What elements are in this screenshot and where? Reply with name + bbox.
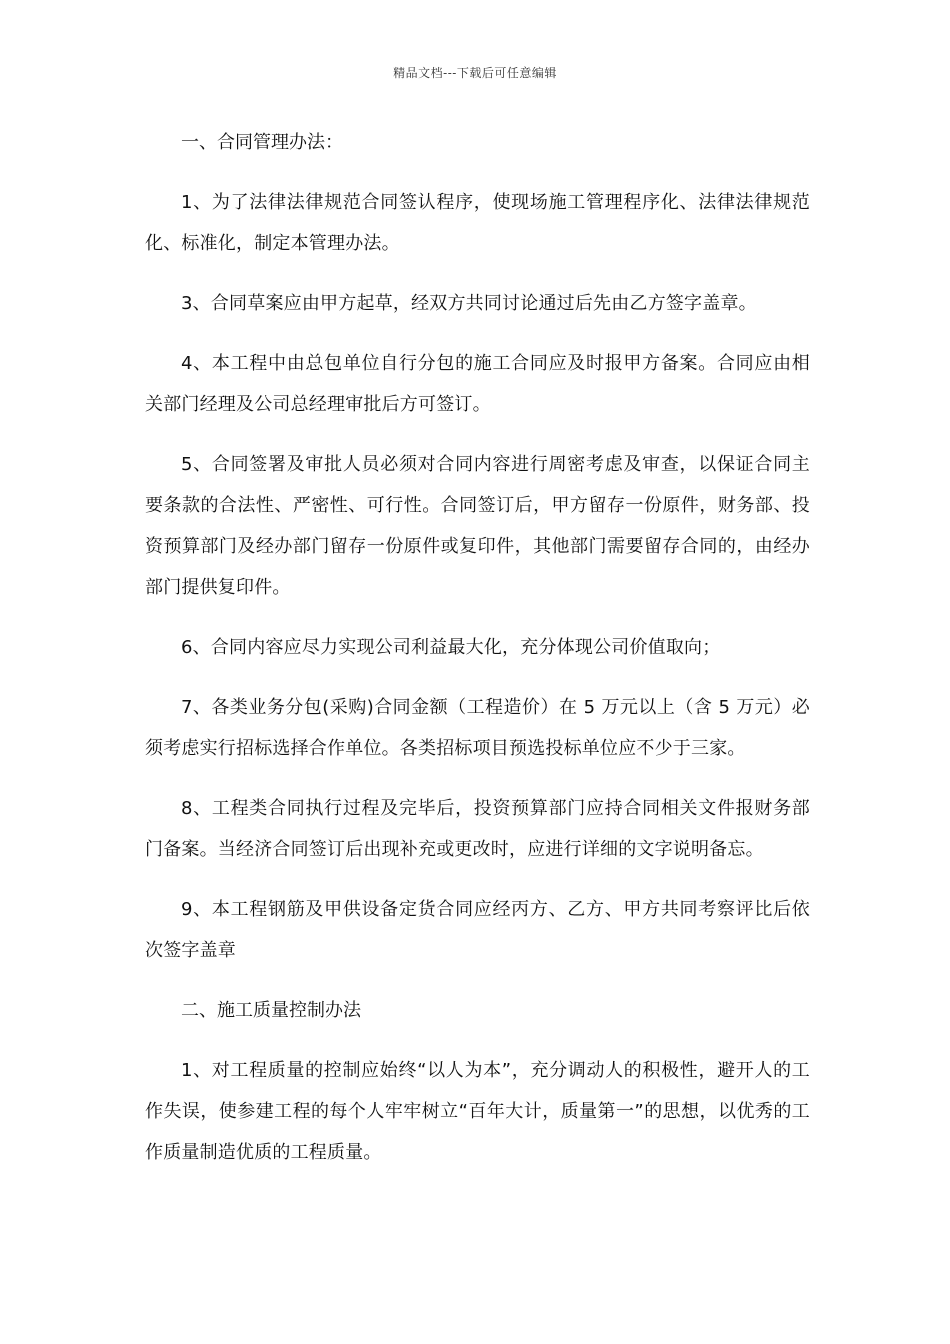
paragraph-8: 8、工程类合同执行过程及完毕后，投资预算部门应持合同相关文件报财务部门备案。当经济合同签订后出现补充或更改时，应进行详细的文字说明备忘。	[145, 798, 810, 860]
page-header-note: 精品文档---下载后可任意编辑	[393, 66, 557, 80]
paragraph-quality-1: 1、对工程质量的控制应始终“以人为本”，充分调动人的积极性，避开人的工作失误，使参建工程的每个人牢牢树立“百年大计，质量第一”的思想，以优秀的工作质量制造优质的工程质量。	[145, 1060, 810, 1163]
paragraph-1: 1、为了法律法律规范合同签认程序，使现场施工管理程序化、法律法律规范化、标准化，制定本管理办法。	[145, 192, 810, 254]
paragraph-4: 4、本工程中由总包单位自行分包的施工合同应及时报甲方备案。合同应由相关部门经理及公司总经理审批后方可签订。	[145, 353, 810, 415]
paragraph-6: 6、合同内容应尽力实现公司利益最大化，充分体现公司价值取向；	[181, 637, 721, 658]
paragraph-5: 5、合同签署及审批人员必须对合同内容进行周密考虑及审查，以保证合同主要条款的合法性、严密性、可行性。合同签订后，甲方留存一份原件，财务部、投资预算部门及经办部门留存一份原件或复印件，其他部门需要留存合同的，由经办部门提供复印件。	[145, 454, 810, 598]
section-heading-quality-control: 二、施工质量控制办法	[181, 1000, 361, 1021]
section-heading-contract-management: 一、合同管理办法：	[181, 132, 343, 153]
document-body	[145, 122, 810, 1192]
paragraph-9: 9、本工程钢筋及甲供设备定货合同应经丙方、乙方、甲方共同考察评比后依次签字盖章	[145, 899, 810, 961]
paragraph-3: 3、合同草案应由甲方起草，经双方共同讨论通过后先由乙方签字盖章。	[181, 293, 757, 314]
paragraph-7: 7、各类业务分包(采购)合同金额（工程造价）在 5 万元以上（含 5 万元）必须考虑实行招标选择合作单位。各类招标项目预选投标单位应不少于三家。	[145, 697, 810, 759]
